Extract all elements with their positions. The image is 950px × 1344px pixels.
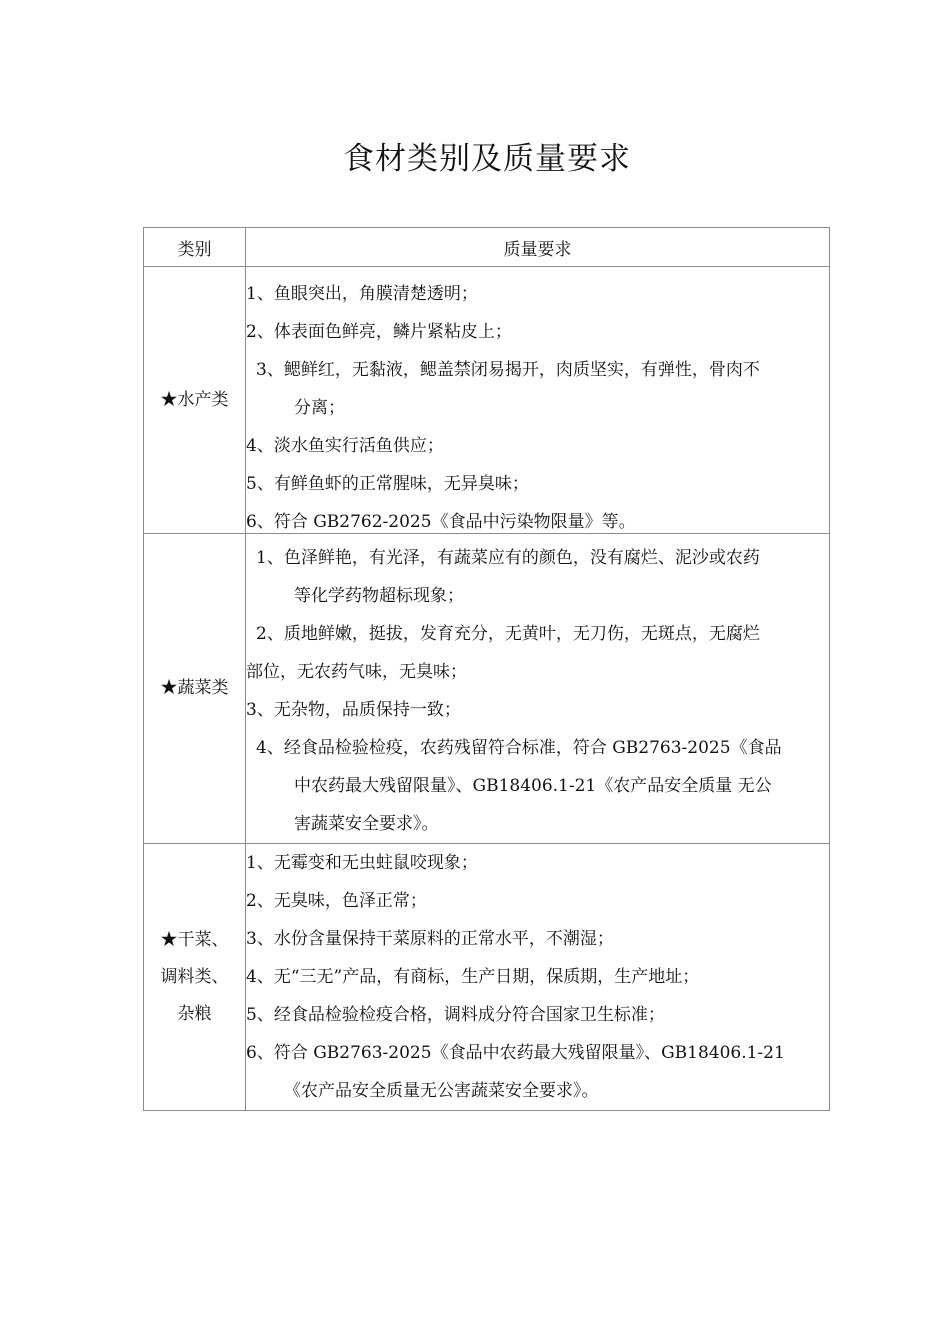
category-cell (144, 534, 246, 844)
table-header-row (144, 228, 830, 267)
category-label: 调料类、 (160, 966, 229, 987)
header-requirements: 质量要求 (246, 228, 830, 267)
requirement-item: 6、符合 GB2762-2025《食品中污染物限量》等。 (246, 511, 636, 531)
requirement-item: 2、质地鲜嫩，挺拔，发育充分，无黄叶，无刀伤，无斑点，无腐烂 部位，无农药气味，无臭味； (246, 624, 760, 682)
requirement-item: 4、无“三无”产品，有商标，生产日期，保质期，生产地址； (246, 967, 700, 987)
requirement-item: 2、无臭味，色泽正常； (246, 891, 427, 911)
category-label: ★水产类 (160, 389, 229, 410)
requirement-item: 3、鳃鲜红，无黏液，鳃盖禁闭易揭开，肉质坚实，有弹性，骨肉不 分离； (256, 359, 760, 418)
requirement-item: 3、无杂物，品质保持一致； (246, 700, 461, 720)
category-label: 杂粮 (177, 1003, 212, 1024)
category-cell (144, 844, 246, 1111)
requirement-item: 4、淡水鱼实行活鱼供应； (246, 435, 444, 456)
requirement-item: 6、符合 GB2763-2025《食品中农药最大残留限量》、GB18406.1-21 《农产品安全质量无公害蔬菜安全要求》。 (246, 1043, 785, 1101)
quality-requirements-table (143, 227, 830, 1111)
requirement-item: 5、有鲜鱼虾的正常腥味，无异臭味； (246, 473, 529, 494)
requirements-cell (246, 844, 830, 1111)
table-row-dry-goods (144, 844, 830, 1111)
requirement-item: 5、经食品检验检疫合格，调料成分符合国家卫生标准； (246, 1005, 665, 1025)
category-label: ★蔬菜类 (160, 678, 229, 698)
header-category: 类别 (144, 228, 246, 267)
page-title: 食材类别及质量要求 (343, 141, 631, 177)
requirement-item: 2、体表面色鲜亮，鳞片紧粘皮上； (246, 321, 512, 342)
requirement-item: 1、鱼眼突出，角膜清楚透明； (246, 283, 478, 304)
table-row-aquatic (144, 267, 830, 534)
table-row-vegetables (144, 534, 830, 844)
requirement-item: 3、水份含量保持干菜原料的正常水平，不潮湿； (246, 929, 614, 949)
requirement-item: 4、经食品检验检疫，农药残留符合标准，符合 GB2763-2025《食品 中农药最大残留限量》、GB18406.1-21《农产品安全质量 无公 害蔬菜安全要求》。 (256, 738, 782, 834)
requirement-item: 1、色泽鲜艳，有光泽，有蔬菜应有的颜色，没有腐烂、泥沙或农药 等化学药物超标现象； (256, 548, 760, 606)
requirements-cell (246, 534, 830, 844)
requirement-item: 1、无霉变和无虫蛀鼠咬现象； (246, 853, 478, 873)
category-label: ★干菜、 (160, 929, 229, 950)
category-cell (144, 267, 246, 534)
requirements-cell (246, 267, 830, 534)
